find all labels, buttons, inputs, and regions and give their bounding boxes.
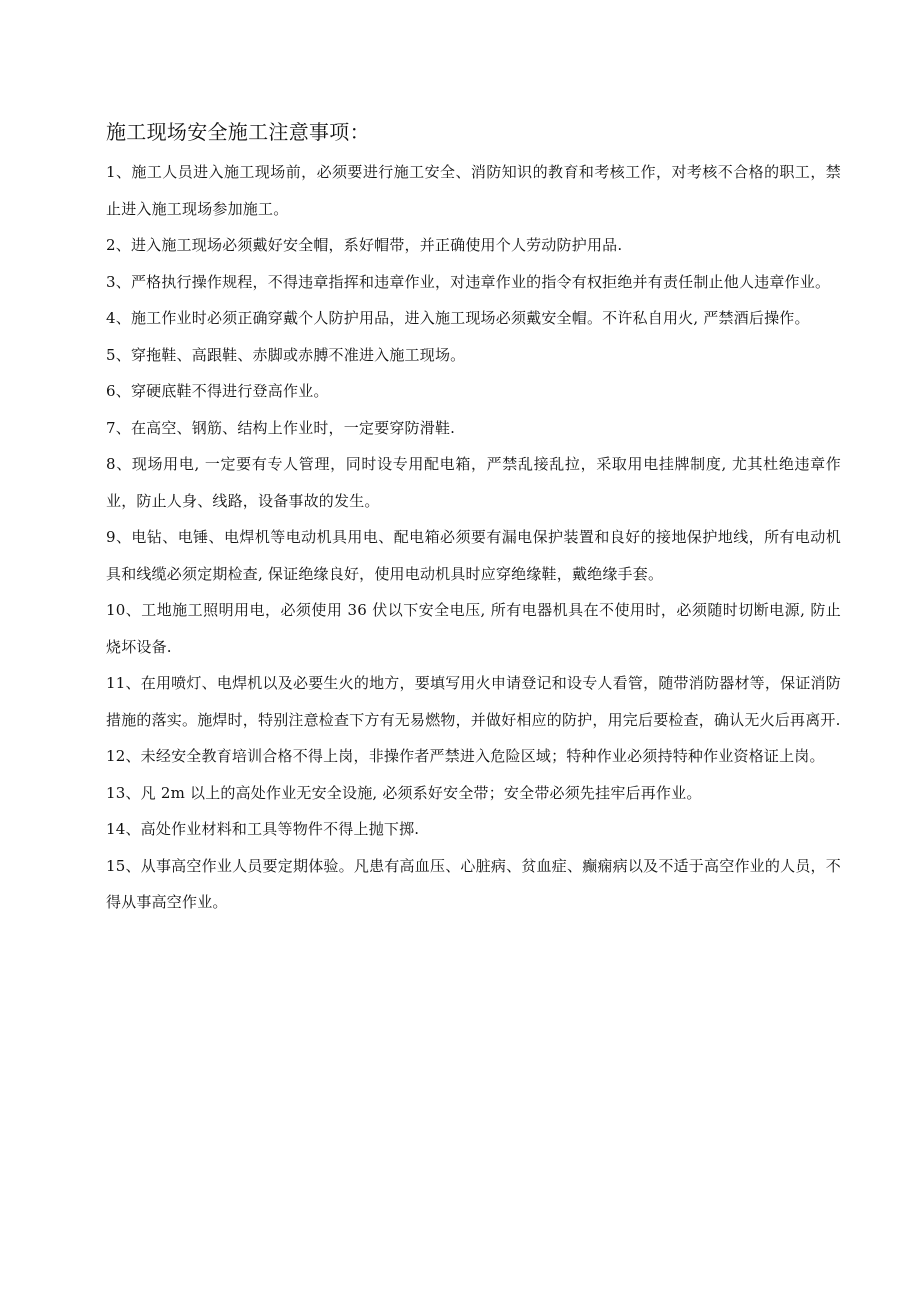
rule-item-14: 14、高处作业材料和工具等物件不得上抛下掷.	[106, 820, 420, 838]
rule-item-12: 12、未经安全教育培训合格不得上岗，非操作者严禁进入危险区域；特种作业必须持特种作业资格证上岗。	[106, 747, 825, 765]
rule-item-10: 10、工地施工照明用电，必须使用 36 伏以下安全电压, 所有电器机具在不使用时，必须随时切断电源, 防止烧坏设备.	[106, 601, 841, 656]
rule-item-5: 5、穿拖鞋、高跟鞋、赤脚或赤膊不准进入施工现场。	[106, 345, 466, 364]
rule-item-9: 9、电钻、电锤、电焊机等电动机具用电、配电箱必须要有漏电保护装置和良好的接地保护地线，所有电动机具和线缆必须定期检查, 保证绝缘良好，使用电动机具时应穿绝缘鞋，戴绝缘手套。	[106, 528, 841, 583]
document-title: 施工现场安全施工注意事项：	[106, 120, 370, 144]
rule-item-15: 15、从事高空作业人员要定期体验。凡患有高血压、心脏病、贫血症、癫痫病以及不适于高空作业的人员，不得从事高空作业。	[106, 856, 841, 911]
rule-item-6: 6、穿硬底鞋不得进行登高作业。	[106, 382, 329, 400]
rule-item-7: 7、在高空、钢筋、结构上作业时，一定要穿防滑鞋.	[106, 418, 456, 437]
safety-rules-list	[106, 154, 841, 921]
rule-item-4: 4、施工作业时必须正确穿戴个人防护用品，进入施工现场必须戴安全帽。不许私自用火, 严禁酒后操作。	[106, 309, 810, 327]
rule-item-3: 3、严格执行操作规程，不得违章指挥和违章作业，对违章作业的指令有权拒绝并有责任制止他人违章作业。	[106, 272, 831, 291]
rule-item-2: 2、进入施工现场必须戴好安全帽，系好帽带，并正确使用个人劳动防护用品.	[106, 236, 623, 254]
document-page	[106, 117, 841, 921]
rule-item-13: 13、凡 2m 以上的高处作业无安全设施, 必须系好安全带；安全带必须先挂牢后再作业。	[106, 783, 702, 802]
rule-item-8: 8、现场用电, 一定要有专人管理，同时设专用配电箱，严禁乱接乱拉，采取用电挂牌制度, 尤其杜绝违章作业，防止人身、线路，设备事故的发生。	[106, 455, 841, 510]
rule-item-1: 1、施工人员进入施工现场前，必须要进行施工安全、消防知识的教育和考核工作，对考核不合格的职工，禁止进入施工现场参加施工。	[106, 163, 841, 218]
rule-item-11: 11、在用喷灯、电焊机以及必要生火的地方，要填写用火申请登记和设专人看管，随带消防器材等，保证消防措施的落实。施焊时，特别注意检查下方有无易燃物，并做好相应的防护，用完后要检查，确认无火后再离开.	[106, 674, 841, 729]
